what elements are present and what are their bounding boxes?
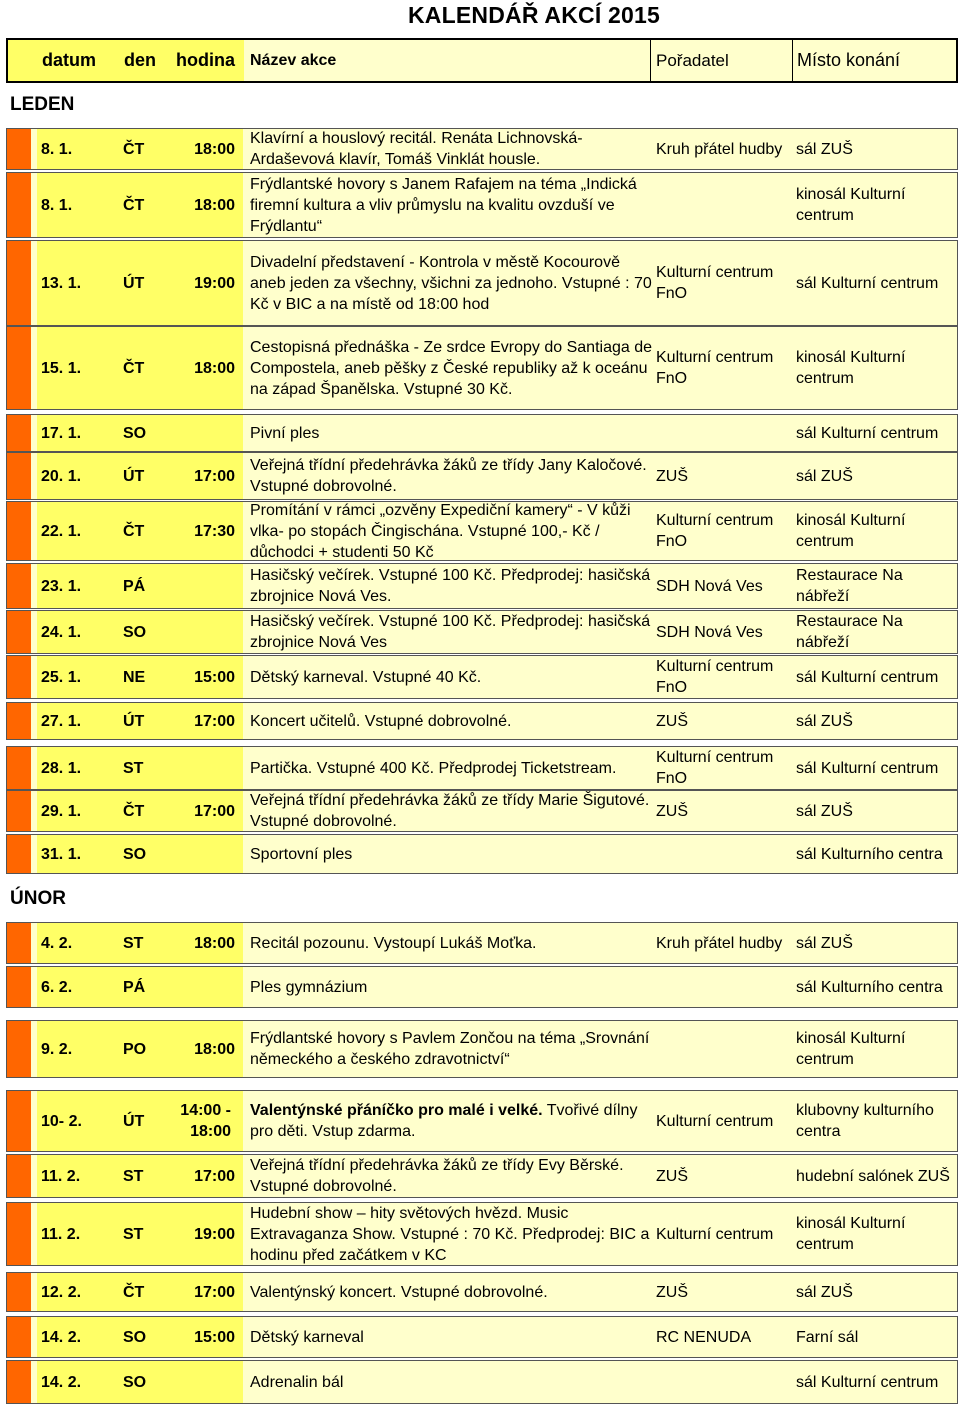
table-row [6,1020,958,1078]
nazev-main-text: Hasičský večírek. Vstupné 100 Kč. Předprodej: hasičská zbrojnice Nová Ves [250,613,651,651]
nazev-main-text: Veřejná třídní předehrávka žáků ze třídy Evy Běrské. Vstupné dobrovolné. [250,1157,624,1195]
table-row [6,746,958,790]
nazev-text [250,565,654,607]
table-row [6,1154,958,1198]
header-den: den [124,50,157,70]
cell-poradatel: Kulturní centrum [656,1225,774,1243]
table-row [6,1316,958,1358]
cell-datum: 14. 2. [41,1373,82,1391]
cell-datum: 24. 1. [41,623,82,641]
cell-den: ÚT [123,712,145,730]
cell-datum: 14. 2. [41,1328,82,1346]
row-color-strip [7,1361,31,1403]
nazev-text [250,977,367,998]
cell-den: SO [123,424,147,442]
row-color-strip [7,241,31,325]
cell-den: ST [123,1225,144,1243]
cell-hodina: 18:00 [194,1040,235,1058]
table-row [6,610,958,654]
cell-nazev [250,173,654,237]
nazev-main-text: Frýdlantské hovory s Janem Rafajem na téma „Indická firemní kultura a vliv průmyslu na kvalitu ovzduší ve Frýdlantu“ [250,175,637,235]
cell-nazev [250,967,654,1007]
table-row [6,1090,958,1152]
nazev-text [250,933,536,954]
cell-misto: kinosál Kulturní centrum [796,512,906,550]
cell-misto: Restaurace Na nábřeží [796,613,903,651]
nazev-main-text: Recitál pozounu. Vystoupí Lukáš Moťka. [250,934,537,952]
cell-datum: 20. 1. [41,467,82,485]
cell-den: PÁ [123,577,146,595]
cell-misto: sál ZUŠ [796,140,853,158]
nazev-text [250,128,654,170]
row-color-strip [7,129,31,169]
table-row [6,240,958,326]
cell-misto: sál Kulturního centra [796,978,943,996]
cell-misto: sál ZUŠ [796,802,853,820]
nazev-text [250,252,654,315]
cell-datum: 11. 2. [41,1225,81,1243]
cell-poradatel: SDH Nová Ves [656,577,763,595]
cell-datum: 8. 1. [41,140,73,158]
nazev-text [250,844,352,865]
header-date-group [8,40,245,81]
table-row [6,1272,958,1312]
cell-hodina: 17:00 [194,1167,235,1185]
table-row [6,702,958,740]
nazev-text [250,790,654,832]
cell-datum: 22. 1. [41,522,82,540]
cell-hodina: 19:00 [194,1225,235,1243]
cell-misto: sál Kulturního centra [796,845,943,863]
table-row [6,966,958,1008]
table-row [6,922,958,964]
cell-datum: 13. 1. [41,274,82,292]
nazev-main-text: Frýdlantské hovory s Pavlem Zončou na téma „Srovnání německého a českého zdravotnictví“ [250,1030,650,1068]
nazev-main-text: Klavírní a houslový recitál. Renáta Lichnovská-Ardaševová klavír, Tomáš Vinklát housle. [250,130,583,168]
cell-nazev [250,241,654,325]
cell-nazev [250,502,654,560]
nazev-text [250,455,654,497]
cell-datum: 29. 1. [41,802,82,820]
row-color-strip [7,1021,31,1077]
nazev-text [250,337,654,400]
cell-poradatel: Kruh přátel hudby [656,140,783,158]
table-row [6,1202,958,1266]
cell-hodina: 18:00 [194,359,235,377]
table-row [6,452,958,500]
cell-nazev [250,1273,654,1311]
cell-poradatel: Kulturní centrum [656,1112,774,1130]
table-row [6,172,958,238]
table-row [6,326,958,410]
row-color-strip [7,703,31,739]
cell-poradatel: ZUŠ [656,1167,688,1185]
cell-misto: sál Kulturní centrum [796,274,939,292]
cell-nazev [250,453,654,499]
cell-hodina: 17:30 [194,522,235,540]
cell-hodina: 18:00 [194,140,235,158]
table-row [6,790,958,832]
row-color-strip [7,967,31,1007]
cell-nazev [250,1361,654,1403]
cell-datum: 4. 2. [41,934,73,952]
nazev-main-text: Hudební show – hity světových hvězd. Music Extravaganza Show. Vstupné : 70 Kč. Předprodej: BIC a hodinu před začátkem v KC [250,1204,650,1264]
cell-misto: kinosál Kulturní centrum [796,349,906,387]
nazev-text [250,1327,364,1348]
row-color-strip [7,1155,31,1197]
cell-den: PO [123,1040,147,1058]
cell-poradatel: ZUŠ [656,467,688,485]
nazev-main-text: Pivní ples [250,424,320,442]
nazev-main-text: Koncert učitelů. Vstupné dobrovolné. [250,712,512,730]
cell-poradatel: Kulturní centrum FnO [656,658,774,696]
cell-misto: sál Kulturní centrum [796,668,939,686]
table-row [6,501,958,561]
cell-poradatel: SDH Nová Ves [656,623,763,641]
cell-datum: 17. 1. [41,424,82,442]
cell-datum: 11. 2. [41,1167,81,1185]
row-color-strip [7,923,31,963]
cell-datum: 8. 1. [41,196,73,214]
cell-nazev [250,564,654,608]
nazev-text [250,1282,548,1303]
row-color-strip [7,502,31,560]
cell-misto: kinosál Kulturní centrum [796,1030,906,1068]
cell-poradatel: Kulturní centrum FnO [656,512,774,550]
cell-hodina: 17:00 [194,712,235,730]
cell-den: ČT [123,140,145,158]
cell-misto: Restaurace Na nábřeží [796,567,903,605]
cell-nazev [250,415,654,451]
nazev-text [250,758,616,779]
cell-nazev [250,656,654,698]
cell-nazev [250,327,654,409]
nazev-text [250,1100,654,1142]
row-color-strip [7,747,31,789]
cell-misto: sál Kulturní centrum [796,424,939,442]
cell-den: SO [123,1373,147,1391]
nazev-text [250,1203,654,1266]
cell-hodina: 17:00 [194,802,235,820]
cell-poradatel: ZUŠ [656,802,688,820]
cell-den: ČT [123,359,145,377]
cell-den: ST [123,1167,144,1185]
nazev-main-text: Hasičský večírek. Vstupné 100 Kč. Předprodej: hasičská zbrojnice Nová Ves. [250,567,651,605]
cell-misto: kinosál Kulturní centrum [796,186,906,224]
nazev-main-text: Veřejná třídní předehrávka žáků ze třídy Jany Kaločové. Vstupné dobrovolné. [250,457,647,495]
cell-poradatel: Kruh přátel hudby [656,934,783,952]
row-color-strip [7,611,31,653]
nazev-text [250,611,654,653]
cell-den: ČT [123,802,145,820]
cell-hodina: 17:00 [194,1283,235,1301]
nazev-main-text: Tvořivé dílny pro děti. Vstup zdarma. [250,1102,638,1140]
cell-nazev [250,1317,654,1357]
nazev-main-text: Dětský karneval. Vstupné 40 Kč. [250,668,482,686]
nazev-bold-text: Valentýnské přáníčko pro malé i velké. [250,1102,543,1119]
cell-misto: sál Kulturní centrum [796,1373,939,1391]
nazev-main-text: Dětský karneval [250,1328,364,1346]
row-color-strip [7,1273,31,1311]
row-color-strip [7,173,31,237]
cell-misto: sál ZUŠ [796,712,853,730]
cell-datum: 12. 2. [41,1283,82,1301]
nazev-main-text: Adrenalin bál [250,1373,344,1391]
cell-datum: 9. 2. [41,1040,73,1058]
cell-den: ČT [123,1283,145,1301]
cell-hodina: 18:00 [194,934,235,952]
cell-datum: 15. 1. [41,359,82,377]
table-row [6,414,958,452]
row-color-strip [7,415,31,451]
table-row [6,834,958,874]
cell-datum: 31. 1. [41,845,82,863]
row-color-strip [7,453,31,499]
nazev-text [250,1155,654,1197]
table-row [6,128,958,170]
header-misto: Místo konání [793,40,956,81]
cell-poradatel: Kulturní centrum FnO [656,749,774,787]
cell-nazev [250,835,654,873]
cell-misto: sál ZUŠ [796,934,853,952]
cell-datum: 28. 1. [41,759,82,777]
cell-nazev [250,1091,654,1151]
page-title: KALENDÁŘ AKCÍ 2015 [408,2,660,28]
nazev-main-text: Ples gymnázium [250,978,368,996]
nazev-text [250,711,512,732]
cell-nazev [250,1203,654,1265]
cell-den: SO [123,845,147,863]
header-hodina: hodina [176,50,235,70]
cell-poradatel: RC NENUDA [656,1328,752,1346]
cell-misto: sál ZUŠ [796,467,853,485]
nazev-main-text: Veřejná třídní předehrávka žáků ze třídy Marie Šigutové. Vstupné dobrovolné. [250,792,650,830]
cell-misto: hudební salónek ZUŠ [796,1167,950,1185]
header-nazev: Název akce [244,40,651,81]
cell-den: ÚT [123,467,145,485]
cell-nazev [250,747,654,789]
cell-den: ST [123,759,144,777]
row-color-strip [7,1091,31,1151]
cell-datum: 23. 1. [41,577,82,595]
nazev-text [250,1028,654,1070]
cell-hodina: 19:00 [194,274,235,292]
cell-den: SO [123,623,147,641]
nazev-text [250,667,481,688]
cell-den: ÚT [123,274,145,292]
cell-misto: sál ZUŠ [796,1283,853,1301]
cell-hodina: 17:00 [194,467,235,485]
nazev-text [250,423,319,444]
nazev-main-text: Partička. Vstupné 400 Kč. Předprodej Ticketstream. [250,759,617,777]
cell-datum: 25. 1. [41,668,82,686]
table-row [6,655,958,699]
cell-hodina: 14:00 - 18:00 [180,1102,231,1140]
cell-datum: 27. 1. [41,712,82,730]
cell-nazev [250,791,654,831]
nazev-main-text: Valentýnský koncert. Vstupné dobrovolné. [250,1283,548,1301]
row-color-strip [7,1203,31,1265]
cell-den: ÚT [123,1112,145,1130]
cell-den: ČT [123,196,145,214]
cell-den: NE [123,668,146,686]
header-poradatel: Pořadatel [651,40,793,81]
cell-nazev [250,1155,654,1197]
row-color-strip [7,835,31,873]
nazev-main-text: Cestopisná přednáška - Ze srdce Evropy do Santiaga de Compostela, aneb pěšky z České republiky až k oceánu na západ Španělska. Vstupné 30 Kč. [250,338,653,398]
cell-nazev [250,1021,654,1077]
month-label-unor: ÚNOR [10,888,66,909]
cell-hodina: 15:00 [194,668,235,686]
nazev-text [250,174,654,237]
cell-poradatel: Kulturní centrum FnO [656,264,774,302]
cell-datum: 6. 2. [41,978,73,996]
nazev-main-text: Divadelní představení - Kontrola v městě Kocourově aneb jeden za všechny, všichni za jednoho. Vstupné : 70 Kč v BIC a na místě od 18:00 hod [250,253,652,313]
cell-misto: sál Kulturní centrum [796,759,939,777]
cell-hodina: 18:00 [194,196,235,214]
cell-den: ČT [123,522,145,540]
cell-datum: 10- 2. [41,1112,82,1130]
nazev-main-text: Promítání v rámci „ozvěny Expediční kamery“ - V kůži vlka- po stopách Čingischána. Vstupné 100,- Kč / důchodci + studenti 50 Kč [250,501,631,561]
cell-poradatel: Kulturní centrum FnO [656,349,774,387]
cell-nazev [250,611,654,653]
cell-den: SO [123,1328,147,1346]
cell-misto: Farní sál [796,1328,859,1346]
cell-nazev [250,703,654,739]
row-color-strip [7,1317,31,1357]
table-row [6,1360,958,1404]
header-datum: datum [42,50,96,70]
nazev-text [250,1372,343,1393]
row-color-strip [7,656,31,698]
nazev-text [250,500,654,563]
nazev-main-text: Sportovní ples [250,845,353,863]
cell-den: ST [123,934,144,952]
table-header [6,38,958,83]
cell-nazev [250,923,654,963]
cell-misto: kinosál Kulturní centrum [796,1215,906,1253]
cell-hodina: 15:00 [194,1328,235,1346]
row-color-strip [7,791,31,831]
cell-misto: klubovny kulturního centra [796,1102,934,1140]
cell-nazev [250,129,654,169]
cell-poradatel: ZUŠ [656,712,688,730]
table-row [6,563,958,609]
month-label-leden: LEDEN [10,94,75,115]
cell-poradatel: ZUŠ [656,1283,688,1301]
row-color-strip [7,327,31,409]
row-color-strip [7,564,31,608]
cell-den: PÁ [123,978,146,996]
